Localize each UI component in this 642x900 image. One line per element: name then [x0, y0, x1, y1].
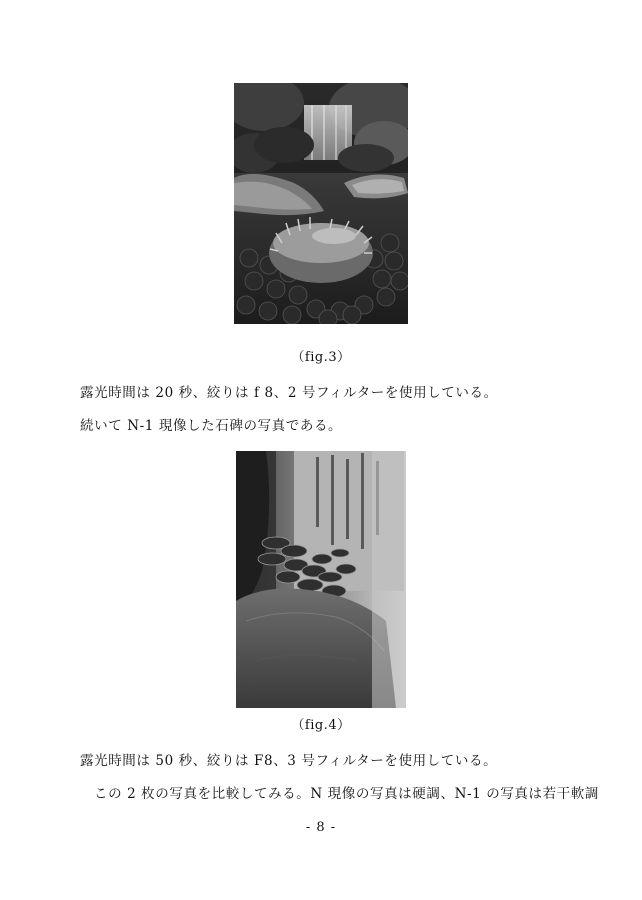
paragraph-exposure-fig3: 露光時間は 20 秒、絞りは f 8、2 号フィルターを使用している。: [80, 385, 498, 401]
paragraph-intro-fig4: 続いて N-1 現像した石碑の写真である。: [80, 418, 343, 434]
figure-3-photo: [234, 83, 408, 324]
paragraph-comparison: この 2 枚の写真を比較してみる。N 現像の写真は硬調、N-1 の写真は若干軟調: [94, 786, 600, 802]
stone-monument-photo-icon: [236, 451, 406, 708]
figure-4-photo: [236, 451, 406, 708]
paragraph-exposure-fig4: 露光時間は 50 秒、絞りは F8、3 号フィルターを使用している。: [80, 753, 498, 769]
figure-3-caption: （fig.3）: [291, 350, 351, 365]
waterfall-garden-photo-icon: [234, 83, 408, 324]
page-number: - 8 -: [305, 820, 337, 835]
figure-4-caption: （fig.4）: [291, 718, 351, 733]
